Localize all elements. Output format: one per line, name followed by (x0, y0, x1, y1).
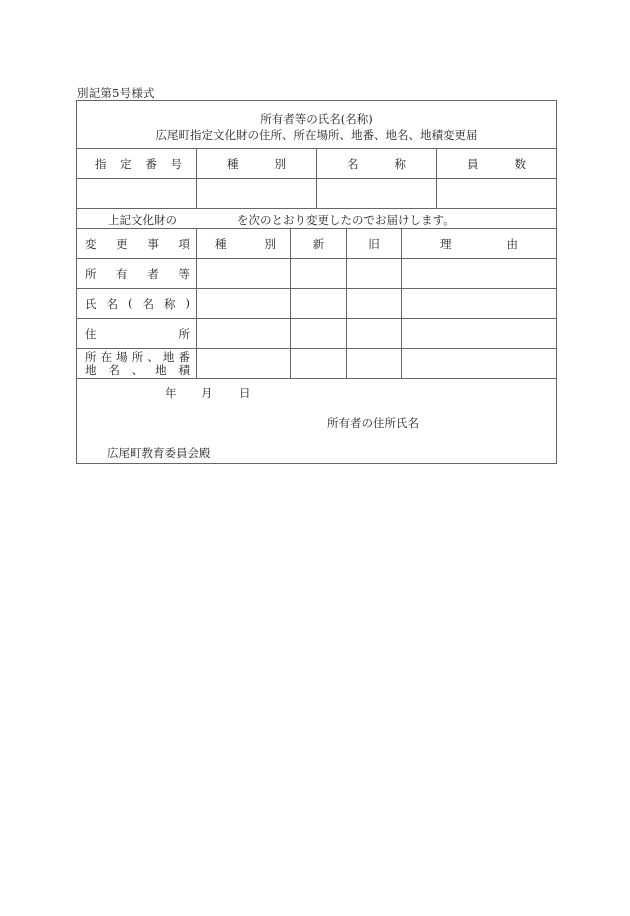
category-field[interactable] (197, 179, 317, 208)
header-name: 名 称 (317, 149, 437, 178)
name-category-field[interactable] (197, 289, 291, 318)
location-reason-field[interactable] (402, 349, 556, 378)
owner-address-name-label[interactable]: 所有者の住所氏名 (327, 416, 419, 430)
date-month-label[interactable]: 月 (201, 386, 213, 400)
header-new: 新 (291, 229, 347, 258)
row-label-owner: 所 有 者 等 (77, 259, 197, 288)
address-new-field[interactable] (291, 319, 347, 348)
address-old-field[interactable] (347, 319, 402, 348)
header-category: 種 別 (197, 149, 317, 178)
row-label-address: 住 所 (77, 319, 197, 348)
name-old-field[interactable] (347, 289, 402, 318)
location-old-field[interactable] (347, 349, 402, 378)
table-row-owner (77, 259, 556, 289)
table-row-name (77, 289, 556, 319)
statement-part-1: 上記文化財の (108, 213, 177, 227)
statement-part-2: を次のとおり変更したのでお届けします。 (237, 213, 455, 227)
header-category: 種 別 (197, 229, 291, 258)
row-label-location: 所 在 場 所 、 地 番 地 名 、 地 積 (77, 349, 197, 378)
table1-header-row (77, 149, 556, 179)
name-new-field[interactable] (291, 289, 347, 318)
address-category-field[interactable] (197, 319, 291, 348)
location-new-field[interactable] (291, 349, 347, 378)
title-line-2: 広尾町指定文化財の住所、所在場所、地番、地名、地積変更届 (155, 128, 478, 142)
date-day-label[interactable]: 日 (239, 386, 251, 400)
name-reason-field[interactable] (402, 289, 556, 318)
table2-header-row (77, 229, 556, 259)
row-label-name: 氏 名 ( 名 称 ) (77, 289, 197, 318)
table-row-location (77, 349, 556, 379)
addressee-label: 広尾町教育委員会殿 (107, 446, 211, 460)
address-reason-field[interactable] (402, 319, 556, 348)
statement-row (77, 209, 556, 229)
owner-old-field[interactable] (347, 259, 402, 288)
date-year-label[interactable]: 年 (165, 386, 177, 400)
form-title (77, 101, 556, 149)
name-field[interactable] (317, 179, 437, 208)
signature-block (77, 379, 556, 463)
designation-number-field[interactable] (77, 179, 197, 208)
table-row-address (77, 319, 556, 349)
owner-category-field[interactable] (197, 259, 291, 288)
table1-value-row (77, 179, 556, 209)
notification-form (76, 100, 557, 464)
header-old: 旧 (347, 229, 402, 258)
header-quantity: 員 数 (467, 156, 526, 171)
form-id-label: 別記第5号様式 (77, 86, 155, 100)
owner-new-field[interactable] (291, 259, 347, 288)
header-designation-number: 指 定 番 号 (77, 149, 197, 178)
location-category-field[interactable] (197, 349, 291, 378)
quantity-field[interactable] (437, 179, 556, 208)
owner-reason-field[interactable] (402, 259, 556, 288)
header-change-item: 変 更 事 項 (77, 229, 197, 258)
header-reason: 理 由 (440, 236, 518, 251)
title-line-1: 所有者等の氏名(名称) (260, 112, 373, 126)
